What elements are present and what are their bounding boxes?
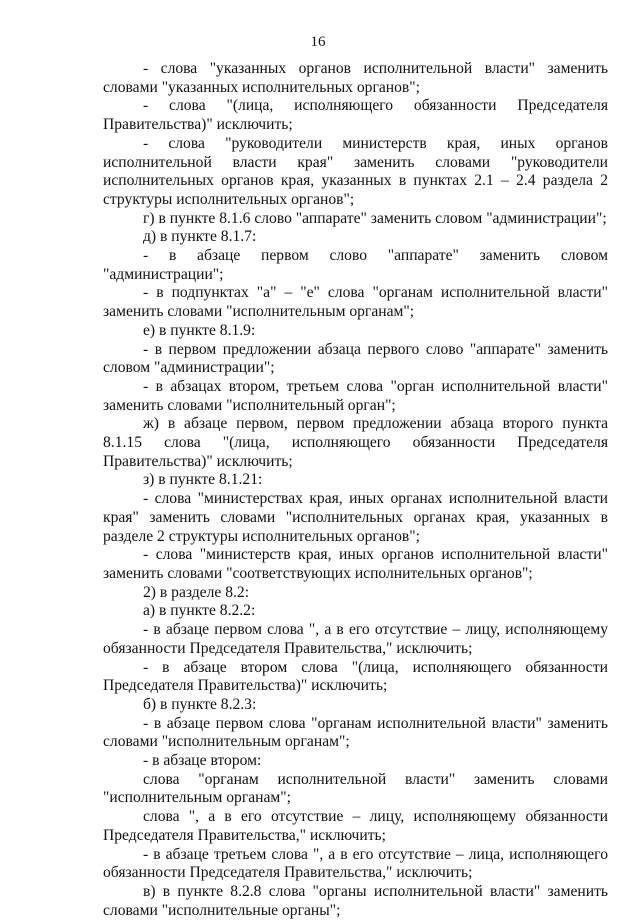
paragraph: 2) в разделе 8.2: <box>143 583 250 601</box>
paragraph: б) в пункте 8.2.3: <box>143 695 257 713</box>
paragraph: - в подпунктах "а" – "е" слова "органам исполнительной власти" заменить словами "исполнительным органам"; <box>103 284 608 321</box>
paragraph: - слова "министерств края, иных органов исполнительной власти" заменить словами "соответствующих исполнительных органов"; <box>103 546 608 582</box>
paragraph: слова "органам исполнительной власти" заменить словами "исполнительным органам"; <box>103 770 608 807</box>
paragraph: - слова "руководители министерств края, иных органов исполнительной власти края" заменить словами "руководители исполнительных органов края, указанных в пунктах 2.1 – 2.4 раздела 2 структуры исполнительных органов"; <box>103 134 608 208</box>
paragraph: - в абзаце третьем слова ", а в его отсутствие – лица, исполняющего обязанности Председателя Правительства," исключить; <box>103 845 608 882</box>
document-body <box>103 60 608 920</box>
paragraph: д) в пункте 8.1.7: <box>143 228 257 246</box>
paragraph: - в абзаце первом слово "аппарате" заменить словом "администрации"; <box>103 247 608 283</box>
paragraph: - в абзацах втором, третьем слова "орган исполнительной власти" заменить словами "исполнительный орган"; <box>103 377 608 414</box>
paragraph: - слова "министерствах края, иных органах исполнительной власти края" заменить словами "исполнительных органах края, указанных в разделе 2 структуры исполнительных органов"; <box>103 490 608 545</box>
paragraph: - в абзаце первом слова "органам исполнительной власти" заменить словами "исполнительным органам"; <box>103 714 608 751</box>
paragraph: - в абзаце первом слова ", а в его отсутствие – лицу, исполняющему обязанности Председателя Правительства," исключить; <box>103 621 608 657</box>
paragraph: в) в пункте 8.2.8 слова "органы исполнительной власти" заменить словами "исполнительные органы"; <box>103 882 608 919</box>
paragraph: - в абзаце втором: <box>143 752 262 770</box>
paragraph: ж) в абзаце первом, первом предложении абзаца второго пункта 8.1.15 слова "(лица, исполняющего обязанности Председателя Правительства)" исключить; <box>103 415 608 470</box>
page-number: 16 <box>310 34 326 50</box>
paragraph: - слова "указанных органов исполнительной власти" заменить словами "указанных исполнительных органов"; <box>103 60 608 96</box>
paragraph: - в первом предложении абзаца первого слово "аппарате" заменить словом "администрации"; <box>103 340 608 377</box>
paragraph: - слова "(лица, исполняющего обязанности Председателя Правительства)" исключить; <box>103 97 608 134</box>
paragraph: а) в пункте 8.2.2: <box>143 602 256 620</box>
paragraph: е) в пункте 8.1.9: <box>143 321 256 339</box>
paragraph: г) в пункте 8.1.6 слово "аппарате" заменить словом "администрации"; <box>143 209 607 227</box>
paragraph: - в абзаце втором слова "(лица, исполняющего обязанности Председателя Правительства)" исключить; <box>103 658 608 695</box>
paragraph: слова ", а в его отсутствие – лицу, исполняющему обязанности Председателя Правительства," исключить; <box>103 808 608 844</box>
paragraph: з) в пункте 8.1.21: <box>143 471 263 489</box>
